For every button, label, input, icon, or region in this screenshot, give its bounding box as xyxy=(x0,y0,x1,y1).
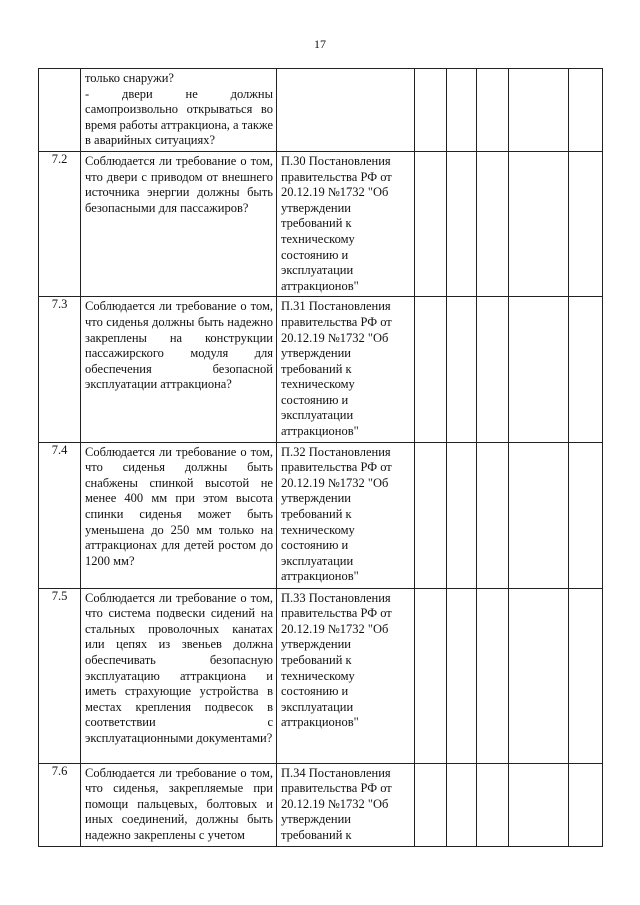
question-cell: Соблюдается ли требование о том, что система подвески сидений на стальных проволочных канатах или цепях из звеньев должна обеспечивать безопасную эксплуатацию аттракциона и иметь страхующие устройства в местах крепления подвесок в соответствии с эксплуатационными документами? xyxy=(81,588,277,763)
blank-cell xyxy=(509,69,569,152)
blank-cell xyxy=(447,763,477,846)
reference-cell: П.31 Постановления правительства РФ от 20.12.19 №1732 "Об утверждении требований к техническому состоянию и эксплуатации аттракционов" xyxy=(277,297,415,442)
blank-cell xyxy=(447,151,477,296)
reference-cell: П.33 Постановления правительства РФ от 20.12.19 №1732 "Об утверждении требований к техническому состоянию и эксплуатации аттракционов" xyxy=(277,588,415,763)
row-number: 7.2 xyxy=(39,151,81,296)
blank-cell xyxy=(569,69,603,152)
blank-cell xyxy=(477,588,509,763)
blank-cell xyxy=(447,69,477,152)
blank-cell xyxy=(509,151,569,296)
blank-cell xyxy=(477,297,509,442)
table-row xyxy=(39,297,603,442)
question-cell: Соблюдается ли требование о том, что сиденья должны быть снабжены спинкой высотой не менее 400 мм при этом высота спинки сиденья может быть уменьшена до 250 мм только на аттракционах для детей ростом до 1200 мм? xyxy=(81,442,277,588)
reference-cell: П.32 Постановления правительства РФ от 20.12.19 №1732 "Об утверждении требований к техническому состоянию и эксплуатации аттракционов" xyxy=(277,442,415,588)
blank-cell xyxy=(569,763,603,846)
blank-cell xyxy=(569,151,603,296)
row-number xyxy=(39,69,81,152)
question-cell: Соблюдается ли требование о том, что сиденья, закрепляемые при помощи пальцевых, болтовых и иных соединений, должны быть надежно закреплены с учетом xyxy=(81,763,277,846)
blank-cell xyxy=(477,69,509,152)
blank-cell xyxy=(415,588,447,763)
blank-cell xyxy=(415,69,447,152)
blank-cell xyxy=(447,588,477,763)
table-row xyxy=(39,763,603,846)
blank-cell xyxy=(415,442,447,588)
table-row xyxy=(39,151,603,296)
table-row xyxy=(39,588,603,763)
blank-cell xyxy=(447,442,477,588)
row-number: 7.5 xyxy=(39,588,81,763)
blank-cell xyxy=(415,151,447,296)
blank-cell xyxy=(569,442,603,588)
blank-cell xyxy=(509,442,569,588)
page-number: 17 xyxy=(314,37,326,51)
blank-cell xyxy=(477,151,509,296)
question-cell: Соблюдается ли требование о том, что двери с приводом от внешнего источника энергии должны быть безопасными для пассажиров? xyxy=(81,151,277,296)
blank-cell xyxy=(509,763,569,846)
blank-cell xyxy=(569,588,603,763)
row-number: 7.3 xyxy=(39,297,81,442)
checklist-table xyxy=(38,68,603,847)
question-cell xyxy=(81,69,277,152)
blank-cell xyxy=(569,297,603,442)
reference-cell: П.34 Постановления правительства РФ от 20.12.19 №1732 "Об утверждении требований к xyxy=(277,763,415,846)
row-number: 7.4 xyxy=(39,442,81,588)
row-number: 7.6 xyxy=(39,763,81,846)
blank-cell xyxy=(415,763,447,846)
blank-cell xyxy=(447,297,477,442)
reference-cell: П.30 Постановления правительства РФ от 20.12.19 №1732 "Об утверждении требований к техническому состоянию и эксплуатации аттракционов" xyxy=(277,151,415,296)
table-row xyxy=(39,69,603,152)
blank-cell xyxy=(415,297,447,442)
table-row xyxy=(39,442,603,588)
blank-cell xyxy=(509,588,569,763)
question-cell: Соблюдается ли требование о том, что сиденья должны быть надежно закреплены на конструкции пассажирского модуля для обеспечения безопасной эксплуатации аттракциона? xyxy=(81,297,277,442)
blank-cell xyxy=(477,763,509,846)
blank-cell xyxy=(509,297,569,442)
question-text: только снаружи? - двери не должны самопроизвольно открываться во время работы аттракциона, а также в аварийных ситуациях? xyxy=(85,71,273,148)
reference-cell xyxy=(277,69,415,152)
blank-cell xyxy=(477,442,509,588)
